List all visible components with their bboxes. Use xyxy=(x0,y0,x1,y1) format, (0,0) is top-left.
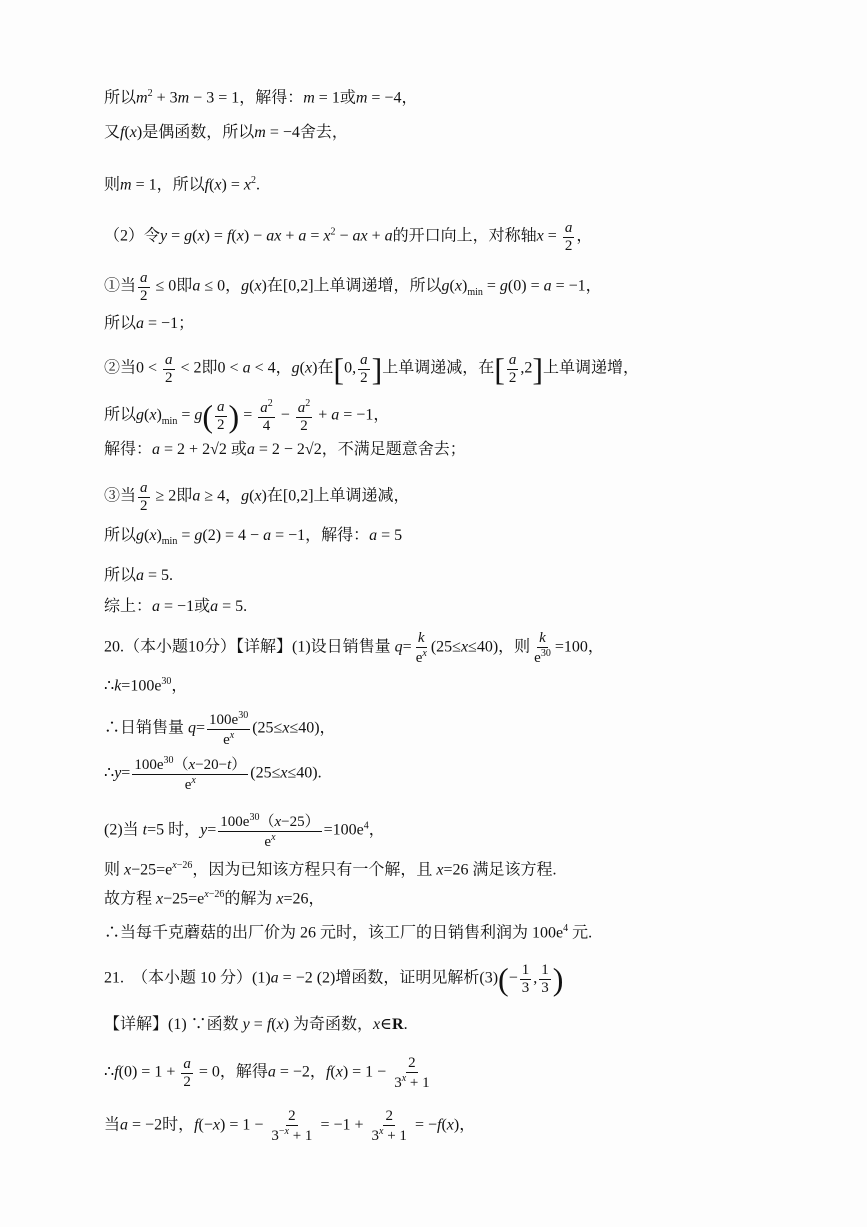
text-line-24: ∴f(0) = 1 + $\frac{a}{2}$ = 0，解得a = −2，f(x) = 1 − $\frac{2}{3^x + 1}$ xyxy=(104,1055,430,1091)
text-line-14: 20.（本小题10分）【详解】(1)设日销售量 q= $\frac{k}{e^x}$ (25≤x≤40)，则 $\frac{k}{e^{30}}$ =100， xyxy=(104,630,604,666)
text-line-10: ③当 $\frac{a}{2}$ ≥ 2即a ≥ 4，g(x)在[0,2]上单调递减， xyxy=(104,480,410,514)
text-line-9: 解得：a = 2 + 2√2 或a = 2 − 2√2，不满足题意舍去； xyxy=(104,441,466,458)
text-line-18: (2)当 t=5 时，y= $\frac{100e^{30}(x-25)}{e^x}$ $=100e^4$， xyxy=(104,812,385,850)
text-line-23: 【详解】(1) ∵函数 y = f(x) 为奇函数，x∈R. xyxy=(104,1016,408,1033)
text-line-16: ∴日销售量 q= $\frac{100e^{30}}{e^x}$ (25≤x≤40)， xyxy=(104,710,336,748)
text-line-2: 又f(x)是偶函数，所以m = −4舍去， xyxy=(104,124,348,141)
text-line-12: 所以a = 5. xyxy=(104,567,174,584)
text-line-1: 所以$m^2 + 3m - 3 = 1$，解得：m = 1或m = −4， xyxy=(104,88,418,107)
text-line-21: ∴当每千克蘑菇的出厂价为 26 元时，该工厂的日销售利润为 $100e^4$ 元. xyxy=(104,923,593,942)
text-line-22: 21. （本小题 10 分）(1)a = −2 (2)增函数，证明见解析(3)(− $\frac{1}{3}$ , $\frac{1}{3}$ ) xyxy=(104,961,564,997)
text-line-3: 则m = 1，所以$f(x) = x^2$. xyxy=(104,175,260,194)
text-line-25: 当a = −2时，f(−x) = 1 − $\frac{2}{3^{-x} + 1}$ = −1 + $\frac{2}{3^x + 1}$ = −f(x)， xyxy=(104,1108,476,1144)
text-line-8: 所以$g(x)_{min} = g$( $\frac{a}{2}$ ) = $\frac{a^2}{4}$ − $\frac{a^2}{2}$ + a = −1， xyxy=(104,398,390,434)
text-line-17: ∴y= $\frac{100e^{30}(x-20-t)}{e^x}$ (25≤x≤40). xyxy=(104,755,322,793)
text-line-5: ①当 $\frac{a}{2}$ ≤ 0即a ≤ 0，g(x)在[0,2]上单调递增，所以$g(x)_{min} = g(0) = a = -1$， xyxy=(104,270,602,304)
text-line-11: 所以$g(x)_{min} = g(2) = 4 - a = -1$，解得：a = 5 xyxy=(104,527,403,548)
text-line-20: 故方程 $x-25=e^{x-26}$的解为 x=26， xyxy=(104,889,325,908)
text-line-15: $\therefore k=100e^{30}$， xyxy=(104,676,188,695)
text-line-13: 综上：a = −1或a = 5. xyxy=(104,598,248,615)
text-line-4: （2）令y = g(x) = f(x) − ax + $a = x^2$ − ax + a的开口向上，对称轴x = $\frac{a}{2}$ ， xyxy=(104,220,593,254)
text-line-19: 则 $x-25=e^{x-26}$，因为已知该方程只有一个解，且 x=26 满足该方程. xyxy=(104,860,557,879)
text-line-7: ②当0 < $\frac{a}{2}$ < 2即0 < a < 4，g(x)在[0, $\frac{a}{2}$ ]上单调递减，在[ $\frac{a}{2}$ ,2]上单调递增， xyxy=(104,351,640,387)
text-line-6: 所以a = −1； xyxy=(104,315,195,332)
